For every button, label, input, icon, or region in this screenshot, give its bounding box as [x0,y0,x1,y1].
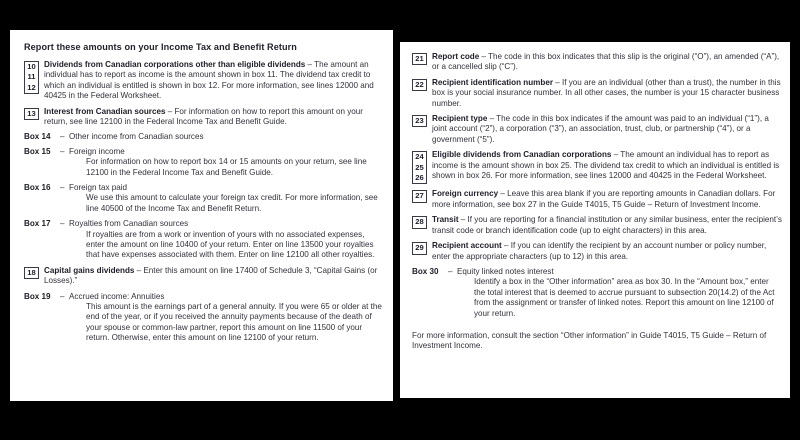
box-entry-description: – The code in this box indicates if the amount was paid to an individual (“1”), a joint account (“2”), a corporation (“3”), an association, trust, club, or partnership (“4”), or a government (“5”). [432,114,769,144]
left-instructions-panel [10,30,393,401]
box-entry-heading: Recipient identification number [432,77,553,87]
box-entry-description: – If you can identify the recipient by an account number or policy number, enter the appropriate characters (up to 12) in this area. [432,241,767,261]
box-label-subtext: We use this amount to calculate your foreign tax credit. For more information, see line 40500 of the Income Tax and Benefit Return. [86,193,378,213]
box-entry-heading: Dividends from Canadian corporations other than eligible dividends [44,59,306,69]
box-label-text: Accrued income: Annuities [69,291,165,301]
box-label-dash: – [60,146,65,156]
box-label-text: Foreign tax paid [69,182,128,192]
box-number: 27 [415,191,424,201]
box-label-dash: – [60,291,65,301]
box-label-text: Other income from Canadian sources [69,132,204,142]
box-label-text: Equity linked notes interest [457,266,554,276]
section-title: Report these amounts on your Income Tax and Benefit Return [24,42,297,52]
box-entry-text [432,52,782,73]
box-entry-heading: Eligible dividends from Canadian corporations [432,150,612,160]
box-entry [24,60,383,102]
box-entry-text [44,266,383,287]
box-label-entry [24,183,383,193]
box-number-marker [412,79,427,91]
box-label-entry [412,267,782,277]
box-entry [412,114,782,145]
box-label-dash: – [448,266,453,276]
box-number: 29 [415,243,424,253]
box-entry-description: – Enter this amount on line 17400 of Schedule 3, “Capital Gains (or Losses).” [44,265,378,286]
box-label-subtext: For information on how to report box 14 or 15 amounts on your return, see line 12100 in the Federal Income Tax and Benefit Guide. [86,157,367,177]
box-label-entry [24,147,383,157]
box-entry-text [44,60,383,102]
spacer [24,345,383,349]
box-entry-text [432,114,782,145]
box-number-marker [24,267,39,279]
box-number: 28 [415,217,424,227]
box-entry-description: – Leave this area blank if you are reporting amounts in Canadian dollars. For more information, see box 27 in the Guide T4015, T5 Guide – Return of Investment Income. [432,189,776,209]
box-number-marker [412,151,427,184]
box-number-marker [412,216,427,228]
box-entry-text [432,215,782,236]
box-number-marker [412,115,427,127]
box-number: 13 [27,108,36,118]
box-label-subtext: Identify a box in the “Other information” area as box 30. In the “Amount box,” enter the total interest that is deemed to accrue pursuant to subsection 20(14.2) of the Act from the assignment or transfer of linked notes. Report this amount on line 12100 of your return. [474,277,775,318]
box-label-dash: – [60,182,65,192]
box-number: 11 [27,72,36,82]
box-label-dash: – [60,132,65,142]
box-entry [412,150,782,184]
box-label: Box 15 [24,146,51,156]
box-entry-description: – For information on how to report this amount on your return, see line 12100 in the Federal Income Tax and Benefit Guide. [44,106,363,126]
box-label-subtext: This amount is the earnings part of a general annuity. If you were 65 or older at the end of the year, or if you received the annuity payments because of the death of your spouse or common-law partner, report this amount on line 11500 of your return. Otherwise, enter this amount on line 12100 of your return. [86,302,382,343]
box-label-entry [24,219,383,229]
box-entry-text [432,150,782,181]
box-label: Box 30 [412,266,439,276]
box-label: Box 16 [24,182,51,192]
box-number: 18 [27,267,36,277]
box-label-entry [24,292,383,302]
box-label-dash: – [60,219,65,229]
box-entry-text [44,107,383,128]
box-entry-text [432,241,782,262]
box-label-text: Royalties from Canadian sources [69,219,189,229]
spacer [412,320,782,324]
box-entry-heading: Report code [432,52,480,61]
box-label-entry [24,132,383,142]
box-entry [412,78,782,109]
box-entry [412,52,782,73]
box-label-subtext: If royalties are from a work or invention of yours with no associated expenses, enter the amount on line 10400 of your return. Enter on line 13500 your royalties that have expenses associated with them. Enter on line 12100 all other royalties. [86,229,375,260]
box-label: Box 17 [24,219,51,229]
box-entry-heading: Transit [432,215,459,225]
box-entry-heading: Recipient account [432,241,502,251]
footnote: For more information, consult the section “Other information” in Guide T4015, T5 Guide – Return of Investment Income. [412,330,767,351]
right-entry-list [412,52,782,324]
box-entry [412,189,782,210]
box-entry-description: – The code in this box indicates that this slip is the original (“O”), an amended (“A”), or a cancelled slip (“C”). [432,52,780,72]
left-entry-list [24,60,383,349]
box-entry-description: – If you are an individual (other than a trust), the number in this box is your social insurance number. In all other cases, the number is your 15 character business number. [432,77,781,108]
box-label: Box 14 [24,132,51,142]
box-number-marker [412,53,427,65]
box-number: 23 [415,116,424,126]
box-entry [412,215,782,236]
box-entry [412,241,782,262]
box-entry-heading: Interest from Canadian sources [44,106,166,116]
box-number: 21 [415,54,424,63]
box-number: 24 [415,152,424,162]
box-entry-text [432,78,782,109]
right-instructions-panel [400,42,790,398]
box-entry-heading: Capital gains dividends [44,265,135,275]
box-number: 25 [415,162,424,172]
box-number-marker [412,242,427,254]
box-entry [24,107,383,128]
box-entry-text [432,189,782,210]
box-number: 26 [415,173,424,183]
box-entry-heading: Recipient type [432,114,488,124]
box-entry-description: – If you are reporting for a financial institution or any similar business, enter the recipient’s transit code or branch identification code (up to eight characters) in this area. [432,215,782,235]
box-number-marker [24,61,39,94]
box-label: Box 19 [24,291,51,301]
box-number: 22 [415,79,424,89]
box-entry-description: – The amount an individual has to report as income is the amount shown in box 11. The dividend tax credit to which an individual is entitled is shown in box 12. For more information, see lines 12000 and 40425 in the Federal Worksheet. [44,59,374,101]
box-number-marker [24,108,39,120]
box-number-marker [412,190,427,202]
box-label-text: Foreign income [69,146,125,156]
box-number: 12 [27,82,36,92]
box-entry-description: – The amount an individual has to report as income is the amount shown in box 25. The dividend tax credit to which an individual is entitled is shown in box 26. For more information, see lines 12000 and 40425 in the Federal Worksheet. [432,150,780,181]
box-entry [24,266,383,287]
box-entry-heading: Foreign currency [432,189,499,199]
box-number: 10 [27,61,36,71]
